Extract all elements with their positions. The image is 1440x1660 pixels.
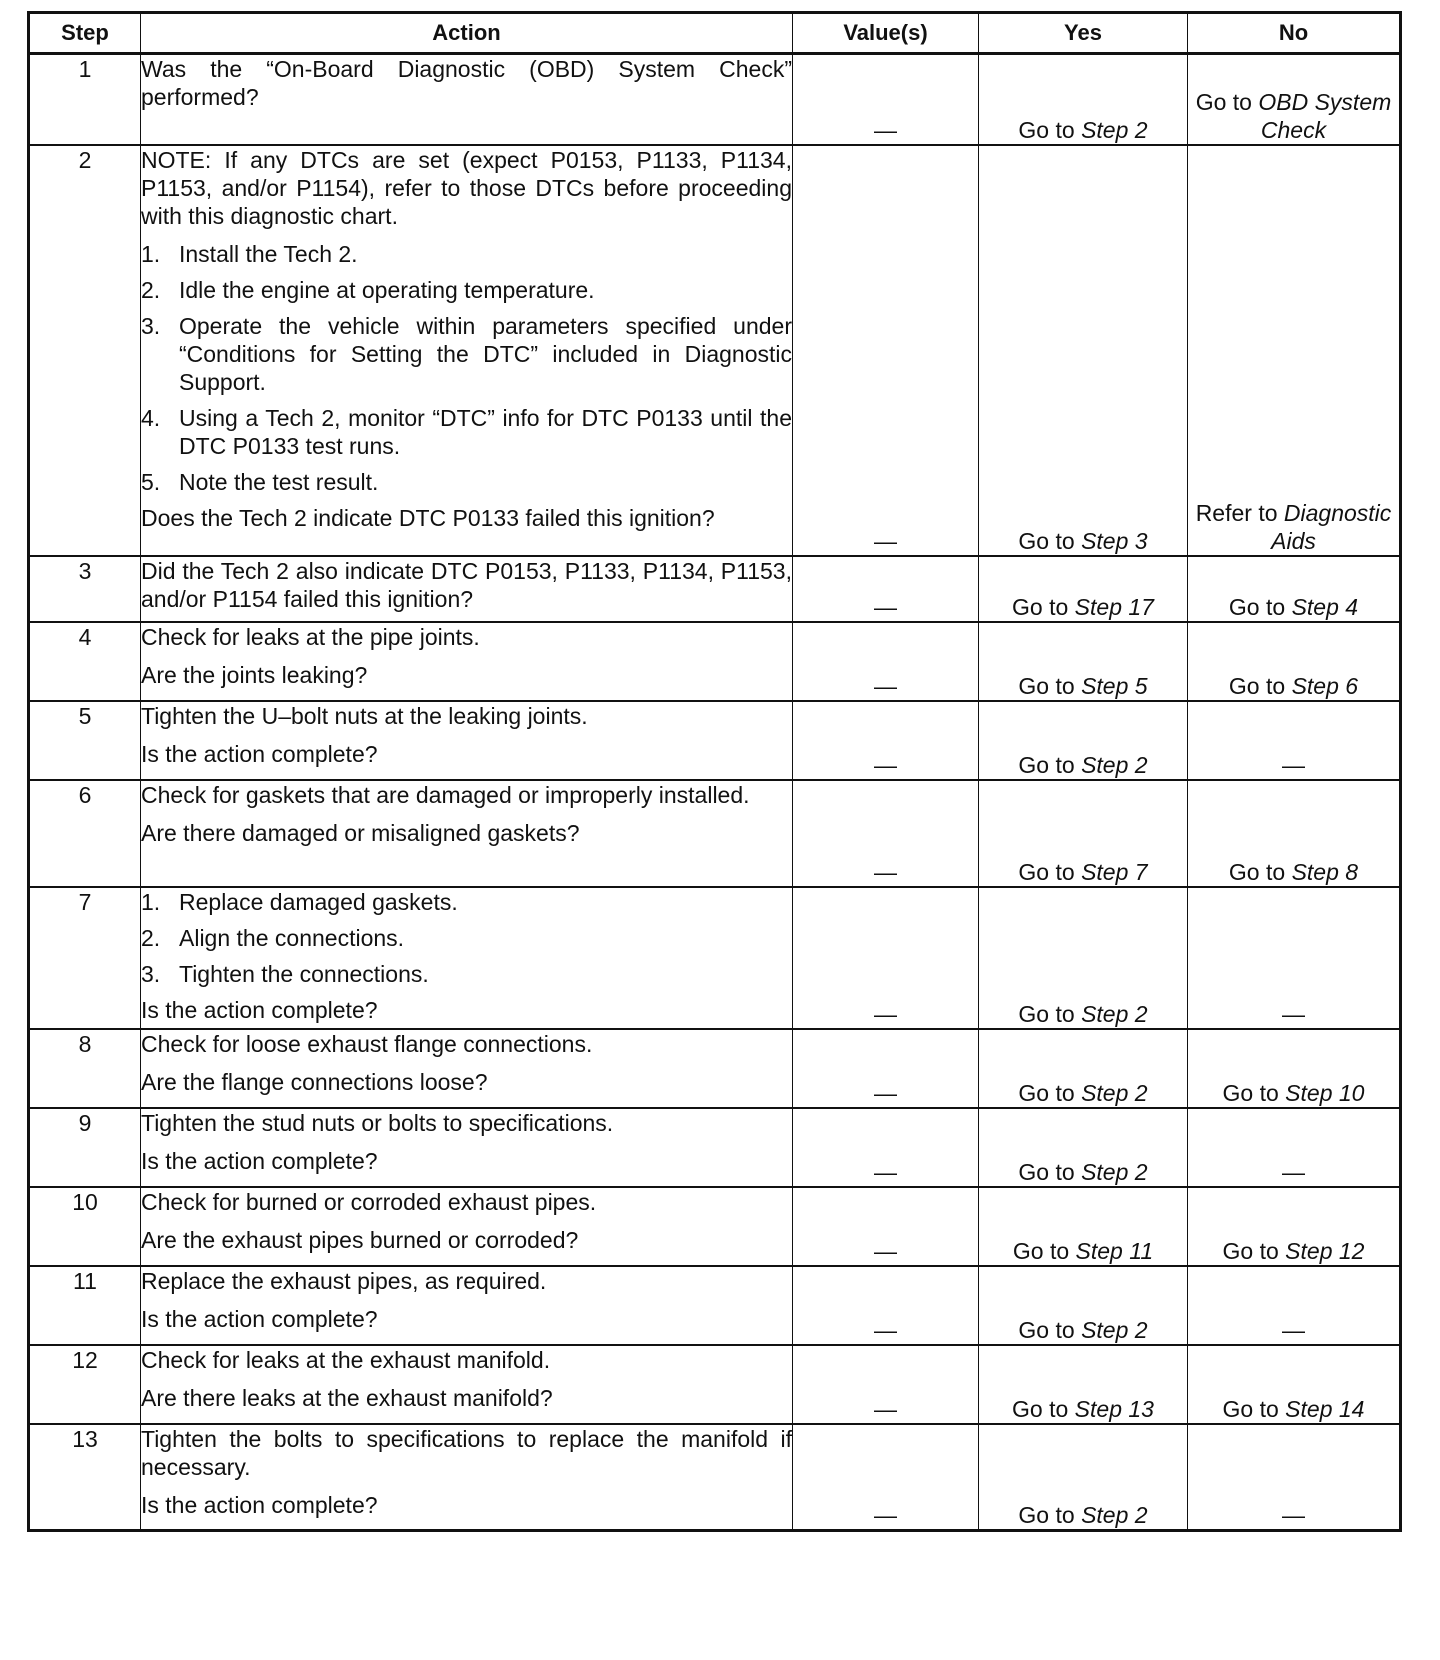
action-text: Tighten the U–bolt nuts at the leaking joints. — [141, 702, 588, 729]
list-item — [141, 960, 792, 988]
yes-cell — [979, 145, 1188, 556]
yes-step-link[interactable]: Step 11 — [1075, 1237, 1154, 1264]
no-action-text: — — [1282, 1158, 1305, 1185]
no-cell — [1188, 54, 1401, 145]
no-action-text: — — [1282, 1502, 1305, 1528]
yes-cell — [979, 1266, 1188, 1345]
table-row — [29, 1187, 1401, 1266]
step-number: 9 — [29, 1108, 141, 1187]
table-row — [29, 701, 1401, 780]
no-cell — [1188, 622, 1401, 701]
no-step-link[interactable]: Step 10 — [1285, 1079, 1365, 1106]
action-text: Check for leaks at the exhaust manifold. — [141, 1346, 551, 1373]
value-cell: — — [793, 622, 979, 701]
no-step-link[interactable]: Step 6 — [1291, 672, 1359, 699]
action-question: Are the exhaust pipes burned or corroded? — [141, 1226, 579, 1253]
table-row — [29, 887, 1401, 1029]
yes-cell — [979, 887, 1188, 1029]
header-step: Step — [29, 13, 141, 54]
yes-cell — [979, 54, 1188, 145]
yes-cell — [979, 701, 1188, 780]
no-cell — [1188, 887, 1401, 1029]
table-row — [29, 1108, 1401, 1187]
action-question: Are the joints leaking? — [141, 661, 368, 688]
no-step-link[interactable]: Step 4 — [1291, 593, 1359, 620]
header-values: Value(s) — [793, 13, 979, 54]
header-action: Action — [141, 13, 793, 54]
action-text: Check for leaks at the pipe joints. — [141, 623, 480, 650]
no-action-text: Go to — [1228, 672, 1292, 699]
action-text: Tighten the stud nuts or bolts to specifications. — [141, 1109, 614, 1136]
yes-step-link[interactable]: Step 2 — [1081, 1079, 1148, 1106]
no-step-link[interactable]: Diagnostic Aids — [1271, 499, 1392, 554]
step-number: 7 — [29, 887, 141, 1029]
action-cell — [141, 780, 793, 887]
value-cell: — — [793, 145, 979, 556]
yes-action-text: Go to — [1018, 1316, 1082, 1343]
action-cell — [141, 556, 793, 622]
action-question: Did the Tech 2 also indicate DTC P0153, P1133, P1134, P1153, and/or P1154 failed this ignition? — [141, 557, 792, 612]
action-cell — [141, 1266, 793, 1345]
step-number: 12 — [29, 1345, 141, 1424]
yes-step-link[interactable]: Step 13 — [1074, 1395, 1154, 1422]
no-step-link[interactable]: Step 14 — [1285, 1395, 1365, 1422]
list-item-text: Install the Tech 2. — [179, 240, 358, 267]
yes-step-link[interactable]: Step 2 — [1081, 1158, 1148, 1185]
value-cell: — — [793, 1266, 979, 1345]
value-cell: — — [793, 780, 979, 887]
no-cell — [1188, 1108, 1401, 1187]
no-cell — [1188, 1266, 1401, 1345]
action-question: Are there leaks at the exhaust manifold? — [141, 1384, 553, 1411]
diagnostic-table-container — [27, 11, 1399, 1532]
value-cell: — — [793, 1345, 979, 1424]
list-item-number: 1. — [141, 240, 161, 267]
yes-cell — [979, 1424, 1188, 1531]
no-step-link[interactable]: Step 12 — [1285, 1237, 1365, 1264]
yes-action-text: Go to — [1012, 1237, 1076, 1264]
table-row — [29, 145, 1401, 556]
no-action-text: — — [1282, 1000, 1305, 1027]
action-cell — [141, 1345, 793, 1424]
no-action-text: Go to — [1228, 858, 1292, 885]
table-header-row — [29, 13, 1401, 54]
action-text: Check for burned or corroded exhaust pipes. — [141, 1188, 597, 1215]
step-number: 4 — [29, 622, 141, 701]
yes-action-text: Go to — [1018, 858, 1082, 885]
yes-step-link[interactable]: Step 17 — [1074, 593, 1154, 620]
list-item-number: 4. — [141, 404, 161, 431]
value-cell: — — [793, 1108, 979, 1187]
table-row — [29, 1029, 1401, 1108]
step-number: 13 — [29, 1424, 141, 1531]
yes-action-text: Go to — [1018, 1502, 1082, 1528]
no-action-text: Go to — [1222, 1237, 1286, 1264]
action-cell — [141, 887, 793, 1029]
yes-action-text: Go to — [1018, 527, 1082, 554]
action-question: Was the “On-Board Diagnostic (OBD) System Check” performed? — [141, 56, 792, 110]
header-yes: Yes — [979, 13, 1188, 54]
action-cell — [141, 54, 793, 145]
list-item-number: 2. — [141, 276, 161, 303]
value-cell: — — [793, 1424, 979, 1531]
yes-cell — [979, 556, 1188, 622]
list-item — [141, 888, 792, 916]
list-item-text: Operate the vehicle within parameters specified under “Conditions for Setting the DTC” included in Diagnostic Support. — [179, 312, 792, 395]
action-question: Is the action complete? — [141, 996, 378, 1023]
list-item-text: Align the connections. — [179, 924, 405, 951]
no-step-link[interactable]: Step 8 — [1291, 858, 1359, 885]
action-question: Is the action complete? — [141, 1305, 378, 1332]
table-row — [29, 1266, 1401, 1345]
table-body — [29, 54, 1401, 1531]
yes-cell — [979, 1187, 1188, 1266]
value-cell: — — [793, 556, 979, 622]
action-text: Tighten the bolts to specifications to replace the manifold if necessary. — [141, 1425, 792, 1480]
yes-action-text: Go to — [1018, 1079, 1082, 1106]
no-action-text: Go to — [1222, 1395, 1286, 1422]
no-step-link[interactable]: OBD System Check — [1258, 88, 1392, 143]
yes-action-text: Go to — [1018, 1158, 1082, 1185]
table-row — [29, 1424, 1401, 1531]
no-cell — [1188, 780, 1401, 887]
no-cell — [1188, 701, 1401, 780]
value-cell: — — [793, 1029, 979, 1108]
action-question: Are the flange connections loose? — [141, 1068, 488, 1095]
action-text: Check for gaskets that are damaged or improperly installed. — [141, 781, 750, 808]
value-cell: — — [793, 54, 979, 145]
yes-action-text: Go to — [1018, 116, 1082, 143]
value-cell: — — [793, 887, 979, 1029]
yes-step-link[interactable]: Step 2 — [1081, 1316, 1148, 1343]
no-cell — [1188, 1029, 1401, 1108]
action-question: Are there damaged or misaligned gaskets? — [141, 819, 580, 846]
list-item — [141, 924, 792, 952]
action-steps-list — [141, 240, 792, 496]
list-item-text: Tighten the connections. — [179, 960, 429, 987]
list-item — [141, 468, 792, 496]
action-text: Replace the exhaust pipes, as required. — [141, 1267, 547, 1294]
step-number: 8 — [29, 1029, 141, 1108]
step-number: 11 — [29, 1266, 141, 1345]
action-question: Is the action complete? — [141, 740, 378, 767]
action-cell — [141, 701, 793, 780]
no-action-text: Refer to — [1195, 499, 1284, 526]
yes-cell — [979, 780, 1188, 887]
step-number: 10 — [29, 1187, 141, 1266]
yes-cell — [979, 1345, 1188, 1424]
yes-action-text: Go to — [1012, 1395, 1075, 1422]
yes-step-link[interactable]: Step 7 — [1081, 858, 1148, 885]
value-cell: — — [793, 1187, 979, 1266]
list-item-number: 1. — [141, 888, 161, 915]
list-item — [141, 404, 792, 460]
yes-action-text: Go to — [1018, 751, 1082, 778]
yes-cell — [979, 1108, 1188, 1187]
table-row — [29, 1345, 1401, 1424]
no-cell — [1188, 556, 1401, 622]
yes-step-link[interactable]: Step 2 — [1081, 116, 1148, 143]
step-number: 1 — [29, 54, 141, 145]
yes-action-text: Go to — [1018, 672, 1082, 699]
no-cell — [1188, 1345, 1401, 1424]
list-item-number: 2. — [141, 924, 161, 951]
action-steps-list — [141, 888, 792, 988]
list-item-number: 3. — [141, 960, 161, 987]
no-action-text: Go to — [1228, 593, 1292, 620]
action-cell — [141, 1424, 793, 1531]
action-cell — [141, 145, 793, 556]
action-text: NOTE: If any DTCs are set (expect P0153, P1133, P1134, P1153, and/or P1154), refer to those DTCs before proceeding with this diagnostic chart. — [141, 146, 792, 229]
no-action-text: — — [1282, 1316, 1305, 1343]
yes-step-link[interactable]: Step 3 — [1081, 527, 1148, 554]
yes-cell — [979, 622, 1188, 701]
diagnostic-table — [27, 11, 1402, 1532]
table-row — [29, 780, 1401, 887]
yes-cell — [979, 1029, 1188, 1108]
action-question: Is the action complete? — [141, 1491, 378, 1518]
list-item-number: 3. — [141, 312, 161, 339]
list-item — [141, 240, 792, 268]
yes-step-link[interactable]: Step 2 — [1081, 751, 1148, 778]
no-action-text: Go to — [1222, 1079, 1286, 1106]
list-item — [141, 312, 792, 396]
list-item-text: Note the test result. — [179, 468, 379, 495]
step-number: 3 — [29, 556, 141, 622]
list-item-text: Using a Tech 2, monitor “DTC” info for DTC P0133 until the DTC P0133 test runs. — [179, 404, 792, 459]
action-cell — [141, 622, 793, 701]
action-cell — [141, 1029, 793, 1108]
yes-step-link[interactable]: Step 5 — [1081, 672, 1148, 699]
step-number: 5 — [29, 701, 141, 780]
step-number: 6 — [29, 780, 141, 887]
yes-step-link[interactable]: Step 2 — [1081, 1000, 1148, 1027]
action-text: Check for loose exhaust flange connections. — [141, 1030, 593, 1057]
no-action-text: Go to — [1195, 88, 1259, 115]
no-cell — [1188, 1187, 1401, 1266]
table-row — [29, 556, 1401, 622]
action-question: Is the action complete? — [141, 1147, 378, 1174]
action-cell — [141, 1187, 793, 1266]
no-cell — [1188, 1424, 1401, 1531]
yes-action-text: Go to — [1018, 1000, 1082, 1027]
list-item-text: Replace damaged gaskets. — [179, 888, 458, 915]
no-action-text: — — [1282, 751, 1305, 778]
yes-step-link[interactable]: Step 2 — [1081, 1502, 1148, 1528]
action-cell — [141, 1108, 793, 1187]
header-no: No — [1188, 13, 1401, 54]
value-cell: — — [793, 701, 979, 780]
step-number: 2 — [29, 145, 141, 556]
table-row — [29, 622, 1401, 701]
action-question: Does the Tech 2 indicate DTC P0133 failed this ignition? — [141, 504, 715, 531]
list-item-number: 5. — [141, 468, 161, 495]
list-item-text: Idle the engine at operating temperature. — [179, 276, 595, 303]
yes-action-text: Go to — [1012, 593, 1075, 620]
table-row — [29, 54, 1401, 145]
list-item — [141, 276, 792, 304]
no-cell — [1188, 145, 1401, 556]
